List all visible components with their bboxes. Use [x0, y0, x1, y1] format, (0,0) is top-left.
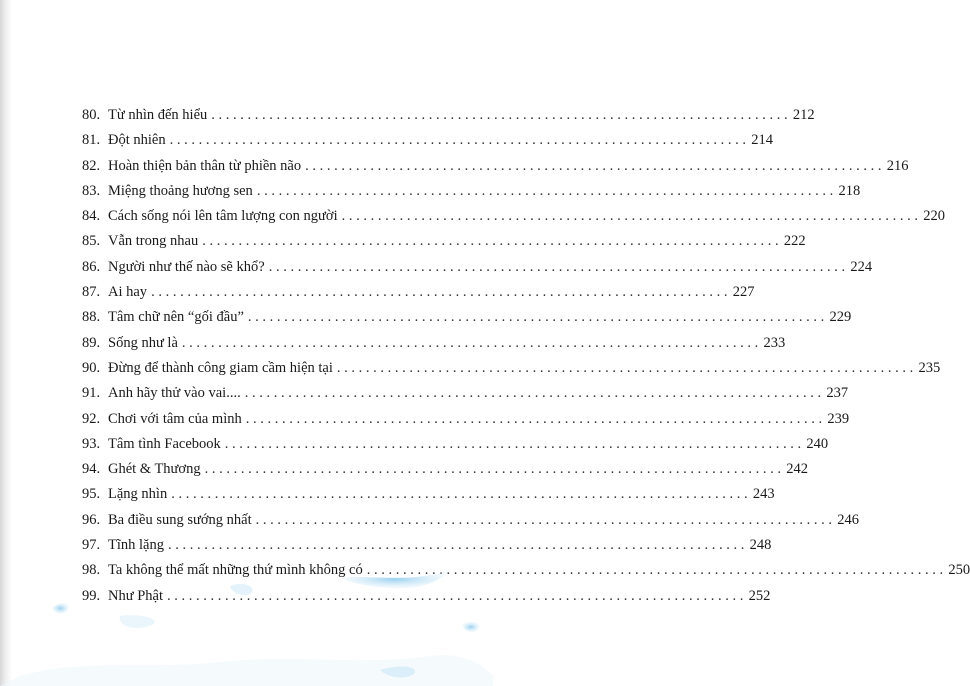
- entry-number: 83.: [82, 182, 101, 199]
- dot-leader: [269, 255, 845, 280]
- dot-leader: [151, 280, 727, 305]
- dot-leader: [202, 229, 778, 254]
- dot-leader: [342, 204, 918, 229]
- entry-title: Từ nhìn đến hiểu: [108, 107, 208, 123]
- entry-page-number: 243: [752, 486, 775, 503]
- entry-title: Cách sống nói lên tâm lượng con người: [108, 208, 338, 225]
- entry-number: 89.: [82, 334, 101, 351]
- entry-page-number: 222: [783, 233, 806, 250]
- entry-page-number: 239: [827, 410, 850, 427]
- toc-entry[interactable]: [82, 407, 850, 432]
- toc-entry[interactable]: [82, 255, 873, 280]
- dot-leader: [245, 381, 821, 406]
- entry-page-number: 227: [732, 284, 755, 301]
- dot-leader: [305, 154, 881, 179]
- entry-number: 87.: [82, 284, 101, 301]
- entry-page-number: 214: [751, 132, 773, 149]
- entry-number: 88.: [82, 309, 101, 326]
- entry-title: Sống như là: [108, 334, 178, 351]
- toc-entry[interactable]: [82, 508, 859, 533]
- toc-entry[interactable]: [82, 103, 815, 128]
- entry-title: Như Phật: [108, 587, 163, 604]
- toc-entry[interactable]: [82, 482, 775, 507]
- toc-entry[interactable]: [82, 179, 861, 204]
- entry-number: 90.: [82, 359, 101, 376]
- entry-number: 97.: [82, 537, 101, 554]
- entry-title: Ai hay: [108, 284, 148, 301]
- entry-page-number: 242: [786, 461, 808, 478]
- entry-page-number: 218: [838, 182, 861, 199]
- entry-title: Tâm chữ nên “gối đầu”: [108, 309, 244, 326]
- toc-entry[interactable]: [82, 381, 849, 406]
- entry-number: 84.: [82, 208, 101, 225]
- dot-leader: [205, 457, 781, 482]
- toc-entry[interactable]: [82, 204, 945, 229]
- toc-entry[interactable]: [82, 305, 852, 330]
- entry-title: Đột nhiên: [108, 132, 166, 149]
- entry-number: 85.: [82, 233, 101, 250]
- toc-entry[interactable]: [82, 229, 806, 254]
- entry-title: Miệng thoảng hương sen: [108, 182, 253, 199]
- entry-page-number: 246: [837, 511, 859, 528]
- dot-leader: [257, 179, 833, 204]
- entry-title: Người như thế nào sẽ khổ?: [108, 258, 265, 275]
- entry-number: 92.: [82, 410, 101, 427]
- entry-title: Anh hãy thử vào vai....: [108, 385, 241, 402]
- entry-page-number: 237: [826, 385, 849, 402]
- entry-number: 98.: [82, 562, 101, 579]
- dot-leader: [182, 331, 758, 356]
- entry-title: Chơi với tâm của mình: [108, 410, 242, 427]
- entry-page-number: 229: [829, 309, 852, 326]
- dot-leader: [246, 407, 822, 432]
- entry-page-number: 240: [806, 435, 829, 452]
- entry-number: 94.: [82, 461, 101, 478]
- entry-number: 86.: [82, 258, 101, 275]
- entry-number: 93.: [82, 435, 101, 452]
- dot-leader: [256, 508, 832, 533]
- entry-page-number: 212: [792, 107, 815, 123]
- entry-number: 81.: [82, 132, 101, 149]
- toc-entry[interactable]: [82, 331, 786, 356]
- entry-title: Tĩnh lặng: [108, 537, 164, 554]
- entry-title: Ba điều sung sướng nhất: [108, 511, 252, 528]
- toc-entry[interactable]: [82, 356, 941, 381]
- toc-entry[interactable]: [82, 432, 829, 457]
- entry-page-number: 224: [850, 258, 873, 275]
- entry-title: Ghét & Thương: [108, 461, 201, 478]
- dot-leader: [171, 482, 747, 507]
- entry-title: Hoàn thiện bản thân từ phiền não: [108, 157, 302, 174]
- entry-number: 82.: [82, 157, 101, 174]
- entry-title: Đừng để thành công giam cầm hiện tại: [108, 359, 333, 376]
- entry-number: 80.: [82, 107, 101, 123]
- entry-number: 96.: [82, 511, 101, 528]
- entry-number: 99.: [82, 587, 101, 604]
- entry-title: Ta không thể mất những thứ mình không có: [108, 562, 363, 579]
- dot-leader: [211, 103, 787, 128]
- dot-leader: [225, 432, 801, 457]
- table-of-contents: [82, 103, 970, 609]
- toc-entry[interactable]: [82, 280, 755, 305]
- entry-page-number: 252: [748, 587, 771, 604]
- dot-leader: [168, 533, 744, 558]
- water-splash-decoration: [0, 566, 493, 686]
- dot-leader: [248, 305, 824, 330]
- entry-page-number: 248: [749, 537, 772, 554]
- entry-title: Tâm tình Facebook: [108, 435, 221, 452]
- entry-page-number: 233: [763, 334, 786, 351]
- entry-title: Vẫn trong nhau: [108, 233, 199, 250]
- entry-page-number: 250: [948, 562, 970, 579]
- entry-number: 95.: [82, 486, 101, 503]
- dot-leader: [337, 356, 913, 381]
- toc-entry[interactable]: [82, 533, 772, 558]
- toc-entry[interactable]: [82, 457, 808, 482]
- toc-entry[interactable]: [82, 128, 773, 153]
- dot-leader: [170, 128, 746, 153]
- entry-page-number: 216: [886, 157, 909, 174]
- toc-entry[interactable]: [82, 154, 909, 179]
- entry-page-number: 235: [918, 359, 941, 376]
- entry-title: Lặng nhìn: [108, 486, 168, 503]
- entry-page-number: 220: [923, 208, 945, 225]
- entry-number: 91.: [82, 385, 101, 402]
